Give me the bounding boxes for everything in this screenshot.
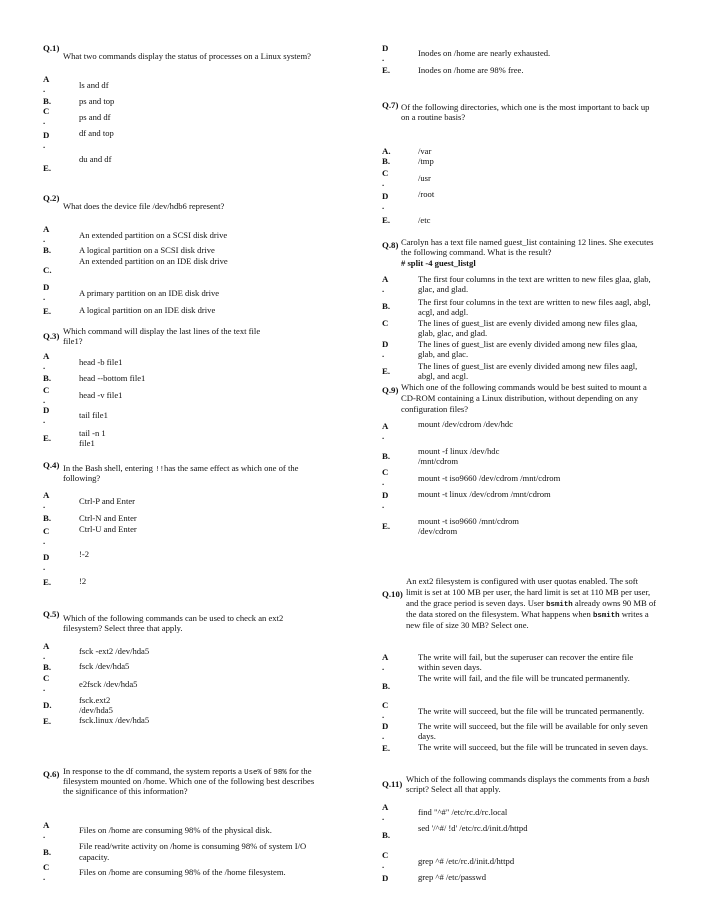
option-text-line2: glab, and glac.	[418, 349, 469, 359]
option-text: A primary partition on an IDE disk drive	[79, 288, 220, 298]
question-text	[406, 774, 649, 784]
option-text-line2: file1	[79, 438, 95, 448]
option-text-line2: days.	[418, 731, 436, 741]
option-text: head --bottom file1	[79, 373, 146, 383]
option-dot: .	[43, 683, 46, 693]
option-dot: .	[43, 872, 46, 882]
option-text: Ctrl-U and Enter	[79, 524, 137, 534]
option-letter: B.	[382, 156, 391, 166]
option-letter: B.	[43, 96, 52, 106]
option-letter: E.	[43, 577, 52, 587]
question-text-line2: limit is set at 100 MB per user, the hard limit is set at 110 MB per user,	[406, 587, 651, 597]
option-dot: .	[43, 116, 46, 126]
option-text: ls and df	[79, 80, 109, 90]
option-text: The lines of guest_list are evenly divided among new files glaa,	[418, 318, 638, 328]
option-text-line2: /dev/cdrom	[418, 526, 458, 536]
option-text: The write will fail, but the superuser can recover the entire file	[418, 652, 634, 662]
option-dot: .	[382, 812, 385, 822]
option-text: Ctrl-N and Enter	[79, 513, 137, 523]
option-letter: B.	[43, 373, 52, 383]
option-text: The lines of guest_list are evenly divided among new files aagl,	[418, 361, 638, 371]
option-letter: E.	[43, 716, 52, 726]
option-dot: .	[382, 201, 385, 211]
option-letter: A	[43, 351, 50, 361]
option-dot: .	[382, 477, 385, 487]
option-text-line2: capacity.	[79, 852, 110, 862]
question-text-part: In the Bash shell, entering	[63, 463, 153, 473]
option-letter: C	[43, 673, 50, 683]
option-letter: B.	[382, 830, 391, 840]
option-letter: E.	[43, 433, 52, 443]
option-letter: C	[43, 526, 50, 536]
option-text: mount /dev/cdrom /dev/hdc	[418, 419, 513, 429]
option-text: head -v file1	[79, 390, 123, 400]
option-dot: .	[43, 361, 46, 371]
option-letter: E.	[43, 306, 52, 316]
option-text: /var	[418, 146, 432, 156]
option-dot: .	[43, 415, 46, 425]
question-text-emphasis: bash	[633, 774, 650, 784]
command-line: # split -4 guest_listgl	[401, 258, 476, 268]
option-text: An extended partition on an IDE disk drive	[79, 256, 228, 266]
option-text: !-2	[79, 549, 90, 559]
option-letter: B.	[43, 662, 52, 672]
option-text: The write will fail, and the file will be truncated permanently.	[418, 673, 630, 683]
option-dot: .	[382, 860, 385, 870]
option-text: head -b file1	[79, 357, 123, 367]
option-dot: .	[43, 536, 46, 546]
option-dot: .	[43, 84, 46, 94]
option-text: mount -t iso9660 /dev/cdrom /mnt/cdrom	[418, 473, 561, 483]
option-letter: A	[43, 641, 50, 651]
option-letter: C.	[43, 265, 52, 275]
option-text: /root	[418, 189, 435, 199]
option-text: find "^#" /etc/rc.d/rc.local	[418, 807, 508, 817]
option-dot: .	[43, 395, 46, 405]
option-text: A logical partition on a SCSI disk drive	[79, 245, 215, 255]
option-letter: D	[43, 405, 50, 415]
question-text: Which of the following commands can be used to check an ext2	[63, 613, 284, 623]
question-text-part: of	[264, 766, 272, 776]
question-text: Which one of the following commands would be best suited to mount a	[401, 382, 647, 392]
option-letter: E.	[382, 215, 391, 225]
question-number: Q.10)	[382, 589, 403, 599]
option-text: ps and df	[79, 112, 111, 122]
option-letter: C	[43, 106, 50, 116]
option-text: /etc	[418, 215, 431, 225]
question-text-part: writes a	[621, 609, 649, 619]
option-letter: D	[382, 873, 389, 883]
option-letter: E.	[382, 366, 391, 376]
question-text: Carolyn has a text file named guest_list containing 12 lines. She executes	[401, 237, 654, 247]
option-letter: A	[43, 74, 50, 84]
option-dot: .	[382, 710, 385, 720]
option-letter: B.	[382, 681, 391, 691]
option-text: /usr	[418, 173, 431, 183]
option-text: Inodes on /home are nearly exhausted.	[418, 48, 551, 58]
option-dot: .	[382, 431, 385, 441]
code-snippet: 98%	[273, 769, 287, 777]
question-text-part: already owns 90 MB of	[574, 598, 657, 608]
option-dot: .	[43, 562, 46, 572]
option-letter: A	[382, 274, 389, 284]
question-text-line2: following?	[63, 473, 101, 483]
option-letter: D	[43, 552, 50, 562]
option-text: fsck.ext2	[79, 695, 111, 705]
question-text-line3: configuration files?	[401, 404, 469, 414]
option-letter: C	[382, 467, 389, 477]
question-text-line2: the following command. What is the result?	[401, 247, 552, 257]
question-text-line2: filesystem mounted on /home. Which one of the following best describes	[63, 776, 315, 786]
option-text: /tmp	[418, 156, 434, 166]
option-dot: .	[43, 234, 46, 244]
option-text: An extended partition on a SCSI disk drive	[79, 230, 228, 240]
question-text-line2: filesystem? Select three that apply.	[63, 623, 183, 633]
question-text: Which command will display the last lines of the text file	[63, 326, 261, 336]
option-text-line2: /dev/hda5	[79, 705, 113, 715]
option-text: tail -n 1	[79, 428, 106, 438]
option-text: df and top	[79, 128, 114, 138]
question-number: Q.5)	[43, 609, 60, 619]
option-letter: D	[43, 282, 50, 292]
option-letter: B.	[43, 245, 52, 255]
option-letter: D.	[43, 700, 52, 710]
option-letter: C	[382, 318, 389, 328]
option-text: grep ^# /etc/passwd	[418, 872, 486, 882]
option-letter: D	[382, 721, 389, 731]
option-letter: E.	[382, 521, 391, 531]
option-dot: .	[382, 662, 385, 672]
option-text: grep ^# /etc/rc.d/init.d/httpd	[418, 856, 515, 866]
option-letter: C	[43, 385, 50, 395]
question-text: Of the following directories, which one is the most important to back up	[401, 102, 650, 112]
option-text: The first four columns in the text are written to new files aagl, abgl,	[418, 297, 651, 307]
option-letter: D	[382, 339, 389, 349]
question-text-part: and the grace period is seven days. User	[406, 598, 544, 608]
question-number: Q.9)	[382, 385, 399, 395]
option-letter: C	[43, 862, 50, 872]
option-text: A logical partition on an IDE disk drive	[79, 305, 216, 315]
question-number: Q.2)	[43, 193, 60, 203]
option-text: mount -t linux /dev/cdrom /mnt/cdrom	[418, 489, 551, 499]
question-number: Q.11)	[382, 779, 403, 789]
question-text-line2: file1?	[63, 336, 83, 346]
option-text-line2: glab, glac, and glad.	[418, 328, 488, 338]
option-text-line2: acgl, and adgl.	[418, 307, 469, 317]
option-text: The write will succeed, but the file will be truncated in seven days.	[418, 742, 649, 752]
option-dot: .	[382, 53, 385, 63]
option-letter: A	[43, 820, 50, 830]
question-number: Q.1)	[43, 43, 60, 53]
question-number: Q.3)	[43, 331, 60, 341]
option-letter: D	[382, 43, 389, 53]
option-text: mount -f linux /dev/hdc	[418, 446, 500, 456]
option-letter: D	[43, 130, 50, 140]
option-text: mount -t iso9660 /mnt/cdrom	[418, 516, 519, 526]
option-letter: D	[382, 490, 389, 500]
option-dot: .	[43, 500, 46, 510]
question-text-part: has the same effect as which one of the	[164, 463, 299, 473]
code-snippet: bsmith	[546, 601, 573, 609]
option-text: Ctrl-P and Enter	[79, 496, 136, 506]
option-dot: .	[43, 651, 46, 661]
option-letter: A	[43, 490, 50, 500]
question-text-line2: on a routine basis?	[401, 112, 466, 122]
option-dot: .	[43, 140, 46, 150]
question-text: An ext2 filesystem is configured with user quotas enabled. The soft	[406, 576, 639, 586]
option-letter: E.	[43, 163, 52, 173]
option-text: File read/write activity on /home is consuming 98% of system I/O	[79, 841, 307, 851]
option-text: ps and top	[79, 96, 115, 106]
option-text-line2: glac, and glad.	[418, 284, 469, 294]
question-text-line2: CD-ROM containing a Linux distribution, without depending on any	[401, 393, 639, 403]
option-dot: .	[43, 292, 46, 302]
option-text-line2: abgl, and acgl.	[418, 371, 469, 381]
question-number: Q.7)	[382, 100, 399, 110]
question-text: What two commands display the status of processes on a Linux system?	[63, 51, 311, 61]
option-letter: A	[382, 802, 389, 812]
question-text-line3: the significance of this information?	[63, 786, 188, 796]
option-text: du and df	[79, 154, 112, 164]
option-letter: D	[382, 191, 389, 201]
option-letter: E.	[382, 65, 391, 75]
option-letter: C	[382, 850, 389, 860]
option-text: fsck /dev/hda5	[79, 661, 130, 671]
option-dot: .	[382, 178, 385, 188]
option-text: sed '/^#/ !d' /etc/rc.d/init.d/httpd	[418, 823, 528, 833]
option-text: tail file1	[79, 410, 108, 420]
option-letter: E.	[382, 743, 391, 753]
option-letter: B.	[43, 513, 52, 523]
option-letter: A	[382, 421, 389, 431]
option-text: fsck.linux /dev/hda5	[79, 715, 150, 725]
option-letter: B.	[382, 301, 391, 311]
option-letter: A	[43, 224, 50, 234]
option-text-line2: /mnt/cdrom	[418, 456, 459, 466]
option-text-line2: within seven days.	[418, 662, 482, 672]
option-text: Files on /home are consuming 98% of the physical disk.	[79, 825, 272, 835]
option-text: e2fsck /dev/hda5	[79, 679, 138, 689]
option-letter: B.	[43, 847, 52, 857]
option-dot: .	[382, 284, 385, 294]
option-letter: A.	[382, 146, 391, 156]
question-number: Q.4)	[43, 460, 60, 470]
question-number: Q.8)	[382, 240, 399, 250]
option-text: The write will succeed, but the file will be truncated permanently.	[418, 706, 645, 716]
question-text-line5: new file of size 30 MB? Select one.	[406, 620, 529, 630]
question-text-part: In response to the df command, the system reports a	[63, 766, 242, 776]
code-snippet: !!	[155, 466, 165, 474]
option-text: Files on /home are consuming 98% of the /home filesystem.	[79, 867, 286, 877]
question-text-part: for the	[288, 766, 312, 776]
option-letter: C	[382, 168, 389, 178]
option-letter: B.	[382, 451, 391, 461]
option-dot: .	[43, 830, 46, 840]
question-text-line2: script? Select all that apply.	[406, 784, 501, 794]
option-dot: .	[382, 731, 385, 741]
option-text: Inodes on /home are 98% free.	[418, 65, 524, 75]
option-text: The write will succeed, but the file will be available for only seven	[418, 721, 648, 731]
option-text: The first four columns in the text are written to new files glaa, glab,	[418, 274, 651, 284]
option-text: fsck -ext2 /dev/hda5	[79, 646, 150, 656]
code-snippet: bsmith	[592, 612, 620, 620]
question-text: What does the device file /dev/hdb6 represent?	[63, 201, 225, 211]
question-number: Q.6)	[43, 769, 60, 779]
question-text-part: Which of the following commands displays the comments from a	[406, 774, 632, 784]
option-dot: .	[382, 349, 385, 359]
option-letter: A	[382, 652, 389, 662]
code-snippet: Use%	[244, 769, 262, 777]
option-dot: .	[382, 500, 385, 510]
question-text-part: the data stored on the filesystem. What happens when	[406, 609, 591, 619]
option-text: The lines of guest_list are evenly divided among new files glaa,	[418, 339, 638, 349]
option-text: !2	[79, 576, 87, 586]
option-letter: C	[382, 700, 389, 710]
